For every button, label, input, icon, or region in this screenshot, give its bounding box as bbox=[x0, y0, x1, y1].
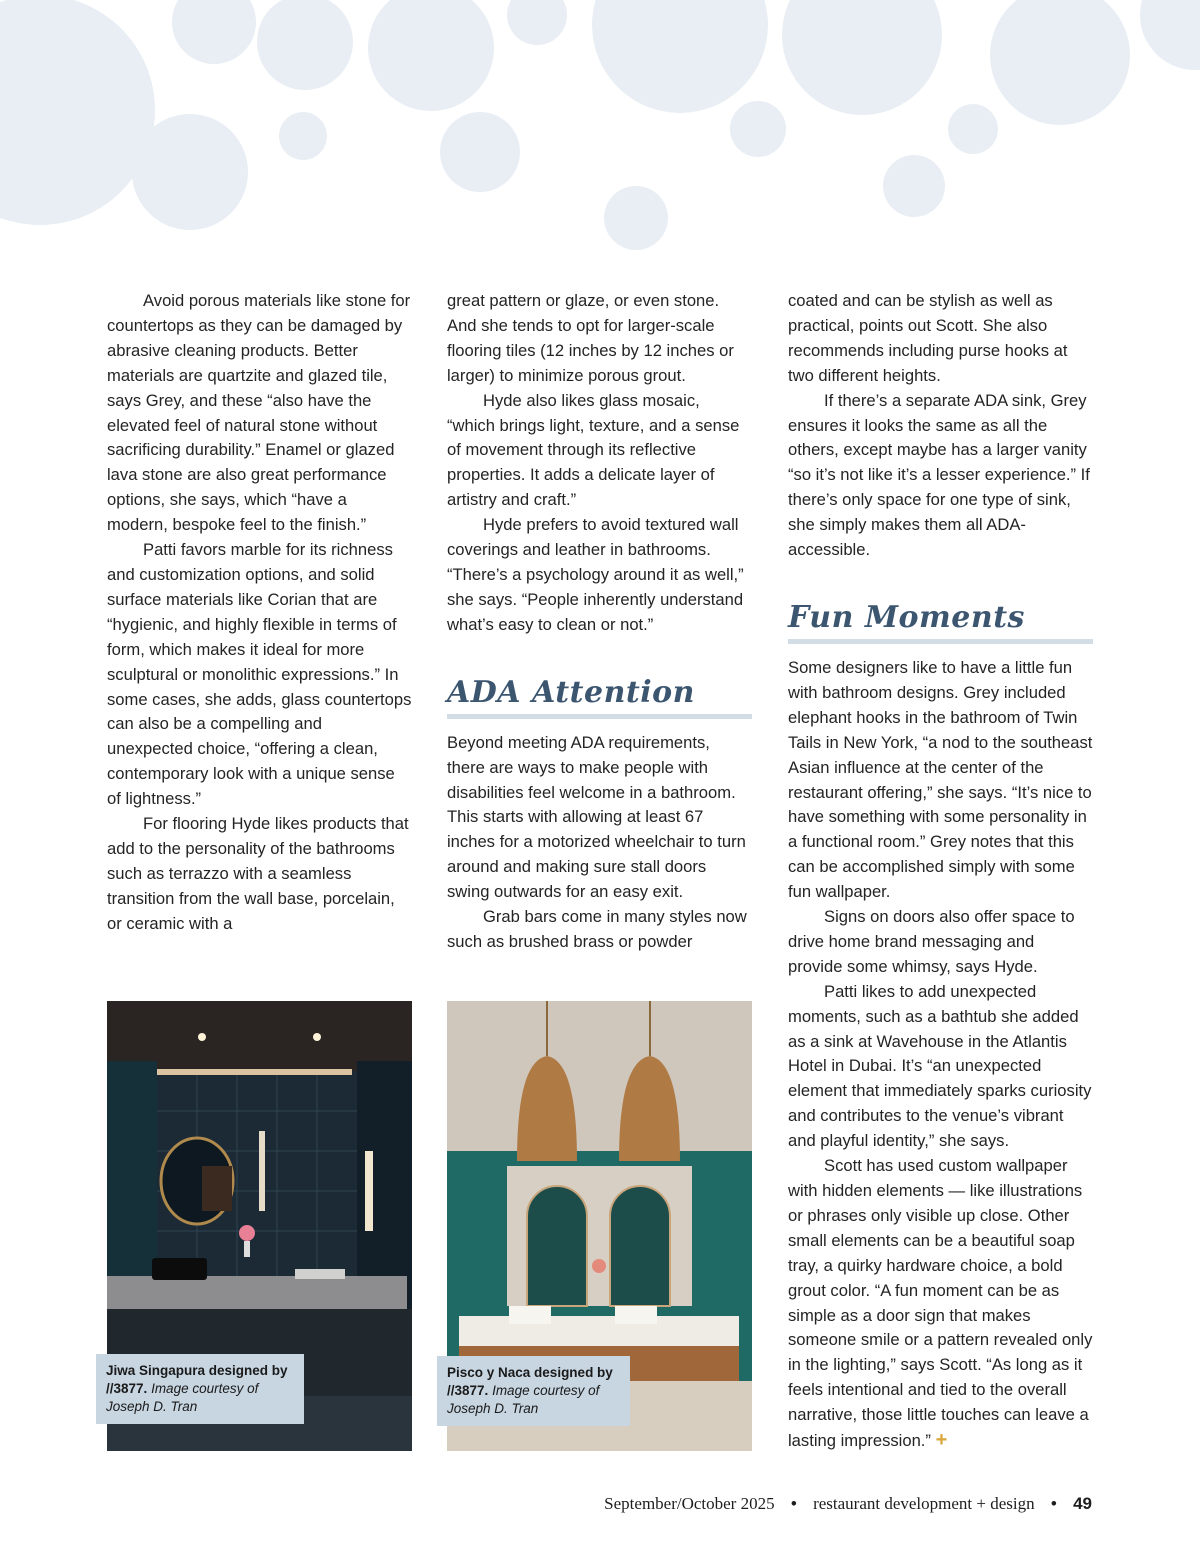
paragraph: Hyde prefers to avoid textured wall coverings and leather in bathrooms. “There’s a psychology around it as well,” she says. “People inherently understand what’s easy to clean or not.” bbox=[447, 515, 744, 634]
paragraph: Avoid porous materials like stone for countertops as they can be damaged by abrasive cleaning products. Better materials are quartzite and glazed tile, says Grey, and these “also have the elevated feel of natural stone without sacrificing durability.” Enamel or glazed lava stone are also great performance options, she says, which “have a modern, bespoke feel to the finish.” bbox=[107, 291, 411, 535]
end-mark-icon: + bbox=[935, 1429, 948, 1452]
heading-rule bbox=[447, 714, 752, 719]
article-column-3 bbox=[788, 289, 1093, 1454]
photo-caption-1 bbox=[96, 1354, 304, 1424]
section-heading-fun-moments: Fun Moments bbox=[788, 599, 1025, 635]
paragraph-final bbox=[788, 1154, 1093, 1454]
caption-credit: Pisco y Naca designed by //3877. bbox=[447, 1365, 613, 1398]
paragraph: great pattern or glaze, or even stone. And she tends to opt for larger-scale flooring tiles (12 inches by 12 inches or larger) to minimize porous grout. bbox=[447, 291, 734, 385]
paragraph: coated and can be stylish as well as practical, points out Scott. She also recommends including purse hooks at two different heights. bbox=[788, 291, 1068, 385]
paragraph: Patti likes to add unexpected moments, such as a bathtub she added as a sink at Wavehouse in the Atlantis Hotel in Dubai. It’s “an unexpected element that immediately sparks curiosity and contributes to the venue’s vibrant and playful identity,” she says. bbox=[788, 981, 1092, 1151]
paragraph: Signs on doors also offer space to drive home brand messaging and provide some whimsy, says Hyde. bbox=[788, 907, 1075, 976]
heading-rule bbox=[788, 639, 1093, 644]
caption-courtesy: Image courtesy of Joseph D. Tran bbox=[447, 1383, 600, 1416]
publication-name: restaurant development + design bbox=[813, 1494, 1035, 1513]
paragraph: Hyde also likes glass mosaic, “which brings light, texture, and a sense of movement through its reflective properties. It adds a delicate layer of artistry and craft.” bbox=[447, 390, 740, 510]
photo-caption-2 bbox=[437, 1356, 630, 1426]
paragraph: Beyond meeting ADA requirements, there are ways to make people with disabilities feel welcome in a bathroom. This starts with allowing at least 67 inches for a motorized wheelchair to turn around and making sure stall doors swing outwards for an easy exit. bbox=[447, 732, 746, 902]
bubble-pattern-header bbox=[0, 0, 1200, 260]
paragraph: Some designers like to have a little fun with bathroom designs. Grey included elephant hooks in the bathroom of Twin Tails in New York, “a nod to the southeast Asian influence at the center of the restaurant offering,” she says. “It’s nice to have something with some personality in a functional room.” Grey notes that this can be accomplished simply with some fun wallpaper. bbox=[788, 657, 1093, 902]
paragraph: Patti favors marble for its richness and customization options, and solid surface materials like Corian that are “hygienic, and highly flexible in terms of form, which makes it ideal for more sculptural or monolithic expressions.” In some cases, she adds, glass countertops can also be a compelling and unexpected choice, “offering a clean, contemporary look with a unique sense of lightness.” bbox=[107, 540, 412, 809]
article-column-2 bbox=[447, 289, 752, 955]
separator-bullet: • bbox=[790, 1494, 797, 1513]
separator-bullet: • bbox=[1050, 1494, 1057, 1513]
paragraph: If there’s a separate ADA sink, Grey ensures it looks the same as all the others, except maybe has a larger vanity “so it’s not like it’s a lesser experience.” If there’s only space for one type of sink, she simply makes them all ADA-accessible. bbox=[788, 390, 1090, 560]
paragraph-text: Scott has used custom wallpaper with hidden elements — like illustrations or phrases only visible up close. Other small elements can be a beautiful soap tray, a quirky hardware choice, a bold grout color. “A fun moment can be as simple as a door sign that makes someone smile or a pattern revealed only in the lighting,” says Scott. “As long as it feels intentional and tied to the overall narrative, those little touches can leave a lasting impression.” bbox=[788, 1156, 1093, 1451]
caption-credit: Jiwa Singapura designed by //3877. bbox=[106, 1363, 288, 1396]
issue-date: September/October 2025 bbox=[604, 1494, 775, 1513]
page-number: 49 bbox=[1073, 1494, 1092, 1513]
article-column-1 bbox=[107, 289, 412, 937]
section-heading-ada-attention: ADA Attention bbox=[447, 674, 695, 710]
paragraph: For flooring Hyde likes products that add to the personality of the bathrooms such as terrazzo with a seamless transition from the wall base, porcelain, or ceramic with a bbox=[107, 814, 409, 933]
caption-courtesy: Image courtesy of Joseph D. Tran bbox=[106, 1381, 259, 1414]
page-footer bbox=[604, 1494, 1092, 1514]
paragraph: Grab bars come in many styles now such as brushed brass or powder bbox=[447, 907, 747, 951]
